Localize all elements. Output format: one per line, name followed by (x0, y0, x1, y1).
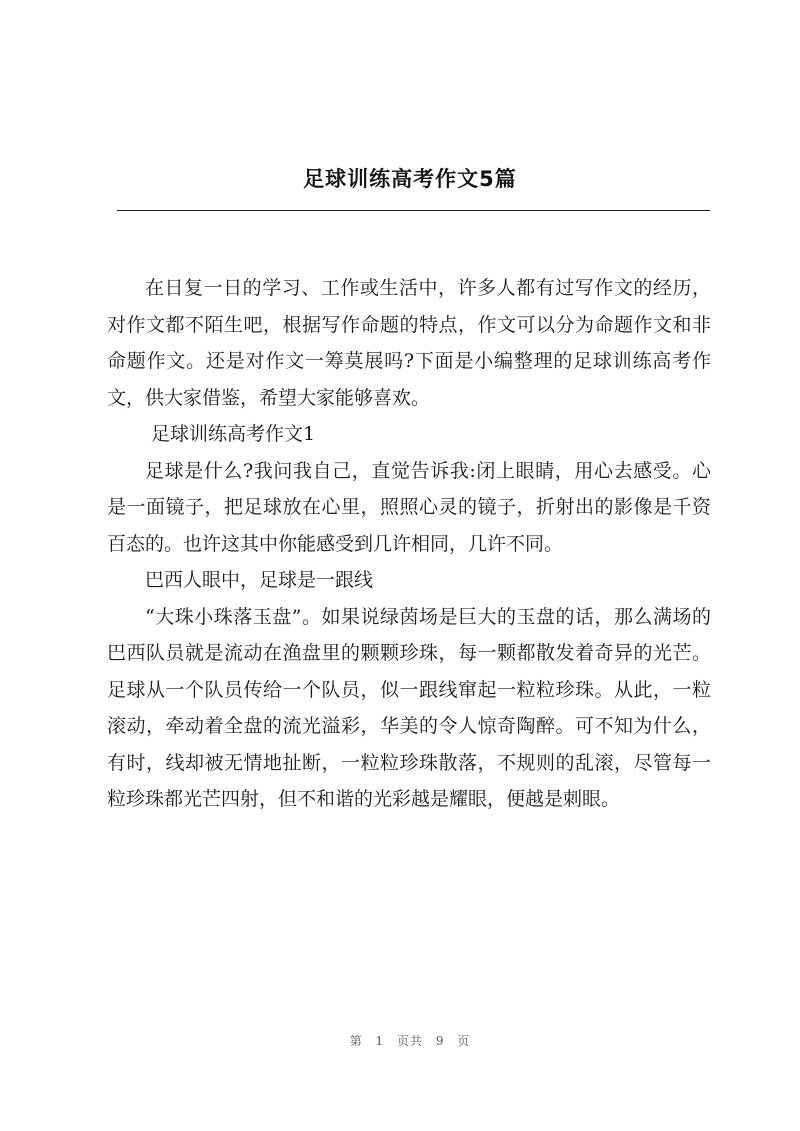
intro-paragraph: 在日复一日的学习、工作或生活中，许多人都有过写作文的经历，对作文都不陌生吧，根据写作命题的特点，作文可以分为命题作文和非命题作文。还是对作文一筹莫展吗?下面是小编整理的足球训练高考作文，供大家借鉴，希望大家能够喜欢。 (107, 277, 711, 409)
document-body (107, 270, 711, 818)
document-title: 足球训练高考作文5篇 (303, 167, 517, 191)
body-paragraph-2: “大珠小珠落玉盘”。如果说绿茵场是巨大的玉盘的话，那么满场的巴西队员就是流动在渔盘里的颗颗珍珠，每一颗都散发着奇异的光芒。足球从一个队员传给一个队员，似一跟线窜起一粒粒珍珠。从此，一粒滚动，牵动着全盘的流光溢彩，华美的令人惊奇陶醉。可不知为什么，有时，线却被无情地扯断，一粒粒珍珠散落，不规则的乱滚，尽管每一粒珍珠都光芒四射，但不和谐的光彩越是耀眼，便越是刺眼。 (107, 605, 711, 810)
section-heading: 足球训练高考作文1 (151, 423, 316, 445)
title-underline (117, 210, 710, 211)
subheading-paragraph: 巴西人眼中，足球是一跟线 (145, 569, 374, 591)
page-footer: 第 1 页共 9 页 (349, 1034, 471, 1048)
body-paragraph-1: 足球是什么?我问我自己，直觉告诉我:闭上眼睛，用心去感受。心是一面镜子，把足球放在心里，照照心灵的镜子，折射出的影像是千资百态的。也许这其中你能感受到几许相同，几许不同。 (107, 459, 711, 555)
